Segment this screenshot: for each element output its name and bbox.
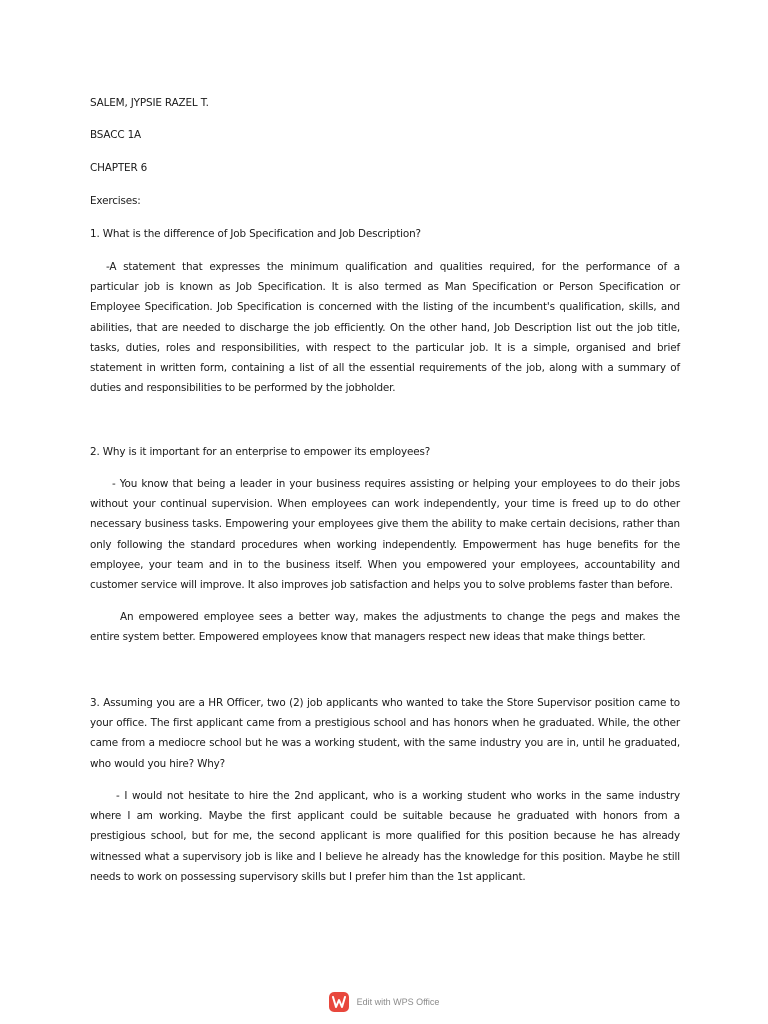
exercises-heading: Exercises: <box>90 195 141 207</box>
question-3: 3. Assuming you are a HR Officer, two (2) job applicants who wanted to take the Store Supervisor position came to your office. The first applicant came from a prestigious school and has honors when he graduated. While, the other came from a mediocre school but he was a working student, with the same industry you are in, until he graduated, who would you hire? Why? <box>90 697 680 770</box>
student-name: SALEM, JYPSIE RAZEL T. <box>90 97 209 109</box>
answer-1: -A statement that expresses the minimum qualification and qualities required, for the performance of a particular job is known as Job Specification. It is also termed as Man Specification or Person Specification or Employee Specification. Job Specification is concerned with the listing of the incumbent's qualification, skills, and abilities, that are needed to discharge the job efficiently. On the other hand, Job Description list out the job title, tasks, duties, roles and responsibilities, with respect to the particular job. It is a simple, organised and brief statement in written form, containing a list of all the essential requirements of the job, along with a summary of duties and responsibilities to be performed by the jobholder. <box>90 261 680 395</box>
answer-2-paragraph-1: - You know that being a leader in your business requires assisting or helping your employees to do their jobs without your continual supervision. When employees can work independently, your time is freed up to do other necessary business tasks. Empowering your employees give them the ability to make certain decisions, rather than only following the standard procedures when working independently. Empowerment has huge benefits for the employee, your team and in to the business itself. When you empowered your employees, accountability and customer service will improve. It also improves job satisfaction and helps you to solve problems faster than before. <box>90 478 680 592</box>
answer-2-paragraph-2: An empowered employee sees a better way, makes the adjustments to change the pegs and makes the entire system better. Empowered employees know that managers respect new ideas that make things better. <box>90 611 680 644</box>
answer-3: - I would not hesitate to hire the 2nd applicant, who is a working student who works in the same industry where I am working. Maybe the first applicant could be suitable because he graduated with honors from a prestigious school, but for me, the second applicant is more qualified for this position because he has already witnessed what a supervisory job is like and I believe he already has the knowledge for this position. Maybe he still needs to work on possessing supervisory skills but I prefer him than the 1st applicant. <box>90 790 680 883</box>
wps-footer-text: Edit with WPS Office <box>356 997 440 1007</box>
wps-footer <box>0 990 768 1014</box>
wps-office-logo-icon <box>329 992 349 1012</box>
question-2: 2. Why is it important for an enterprise to empower its employees? <box>90 446 431 458</box>
question-1: 1. What is the difference of Job Specification and Job Description? <box>90 228 421 240</box>
chapter-heading: CHAPTER 6 <box>90 162 148 174</box>
course-section: BSACC 1A <box>90 129 141 141</box>
